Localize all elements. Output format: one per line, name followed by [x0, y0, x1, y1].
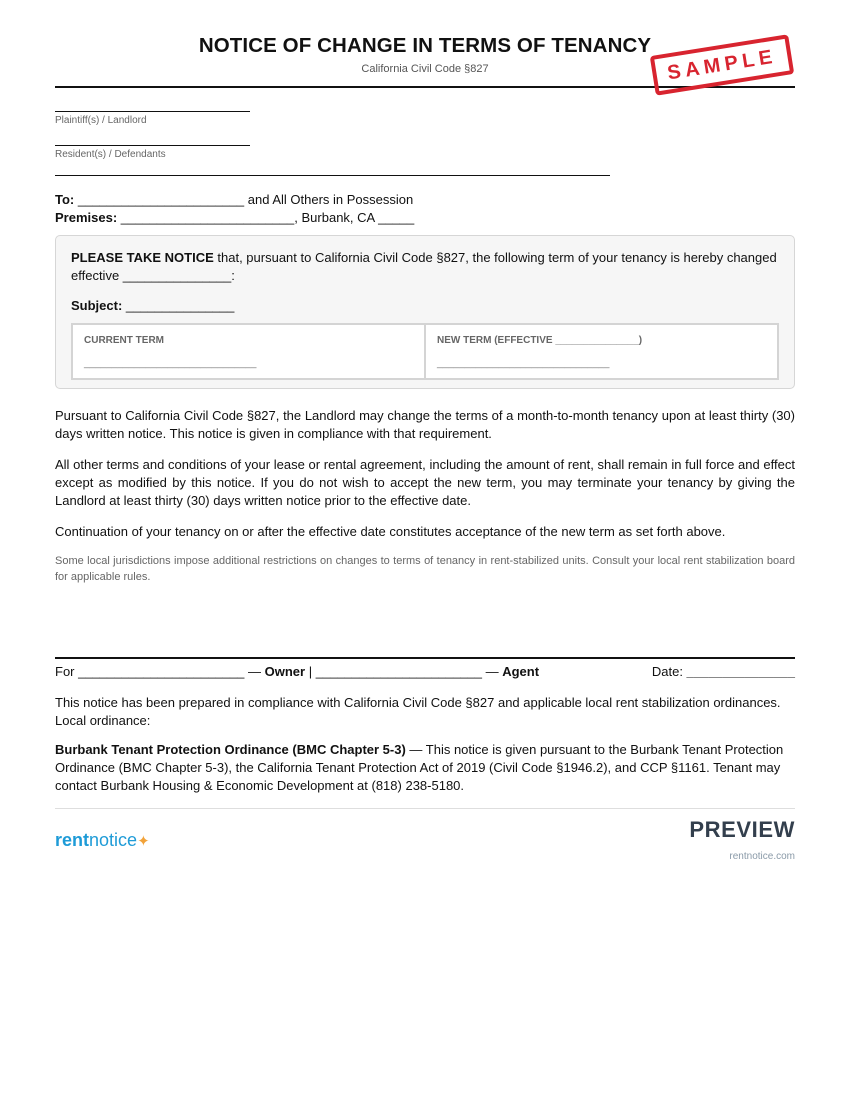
case-caption-line	[55, 175, 610, 176]
terms-table	[71, 323, 779, 380]
to-field: _______________________ and All Others in Possession	[74, 192, 414, 207]
notice-lead-bold: PLEASE TAKE NOTICE	[71, 250, 214, 265]
premises-label: Premises:	[55, 210, 118, 225]
premises-row	[55, 209, 795, 227]
local-ordinance	[55, 741, 795, 795]
signature-divider	[55, 657, 795, 659]
preview-label: PREVIEW	[689, 817, 795, 842]
current-term-cell	[73, 325, 424, 378]
signature-row	[55, 663, 795, 681]
paragraph-acceptance: Continuation of your tenancy on or after the effective date constitutes acceptance of the new term as set forth above.	[55, 524, 726, 539]
new-term-field: _______________________________	[437, 358, 610, 369]
document-subtitle: California Civil Code §827	[361, 63, 489, 75]
rentnotice-logo	[55, 829, 150, 853]
local-jurisdiction-note: Some local jurisdictions impose additional restrictions on changes to terms of tenancy in rent-stabilized units. Consult your local rent stabilization board for applicable rules.	[55, 555, 795, 583]
resident-label: Resident(s) / Defendants	[55, 149, 166, 160]
sample-stamp: SAMPLE	[650, 34, 795, 95]
date-field	[652, 663, 795, 681]
subject-field: _______________	[122, 298, 235, 313]
ordinance-text: — This notice is given pursuant to the Burbank Tenant Protection Ordinance (BMC Chapter 5-3), the California Tenant Protection Act of 2019 (Civil Code §1946.2), and CCP §1161. Tenant may contact Burbank Housing & Economic Development at (818) 238-5180.	[55, 742, 784, 793]
notice-lead-text: that, pursuant to California Civil Code §827, the following term of your tenancy is hereby changed effective _______________:	[71, 250, 777, 283]
footer	[55, 809, 795, 869]
sparkle-icon: ✦	[137, 833, 150, 850]
resident-signature-line	[55, 145, 250, 146]
subject-label: Subject:	[71, 298, 123, 313]
new-term-header: NEW TERM (EFFECTIVE _______________)	[437, 335, 643, 346]
current-term-header: CURRENT TERM	[84, 335, 164, 346]
to-row	[55, 191, 795, 209]
premises-field: ________________________, Burbank, CA _____	[117, 210, 415, 225]
brand-rent: rent	[55, 830, 90, 850]
ordinance-name: Burbank Tenant Protection Ordinance (BMC Chapter 5-3)	[55, 742, 406, 757]
owner-label: Owner	[264, 664, 306, 679]
new-term-cell	[424, 325, 777, 378]
date-label: Date:	[651, 664, 687, 679]
notice-page	[55, 0, 795, 869]
subject-row	[71, 297, 779, 315]
to-label: To:	[55, 192, 75, 207]
compliance-statement: This notice has been prepared in compliance with California Civil Code §827 and applicable local rent stabilization ordinances. Local ordinance:	[55, 695, 781, 728]
addressee-block	[55, 191, 795, 227]
party-block	[55, 111, 795, 176]
notice-box	[55, 235, 795, 389]
brand-notice: notice	[89, 830, 138, 850]
notice-lead	[71, 249, 779, 285]
plaintiff-signature-line	[55, 111, 250, 112]
signature-for-field: For _______________________ —	[55, 664, 265, 679]
plaintiff-label: Plaintiff(s) / Landlord	[55, 115, 147, 126]
agent-field: | _______________________ —	[305, 664, 503, 679]
date-blank: _______________	[686, 664, 795, 679]
agent-label: Agent	[502, 664, 540, 679]
document-title: NOTICE OF CHANGE IN TERMS OF TENANCY	[198, 34, 652, 57]
site-url: rentnotice.com	[729, 851, 795, 862]
paragraph-legal-basis: Pursuant to California Civil Code §827, the Landlord may change the terms of a month-to-month tenancy upon at least thirty (30) days written notice. This notice is given in compliance with that requirement.	[55, 408, 795, 441]
current-term-field: _______________________________	[84, 358, 257, 369]
paragraph-other-terms: All other terms and conditions of your lease or rental agreement, including the amount of rent, shall remain in full force and effect except as modified by this notice. If you do not wish to accept the new term, you may terminate your tenancy by giving the Landlord at least thirty (30) days written notice prior to the effective date.	[55, 457, 795, 508]
